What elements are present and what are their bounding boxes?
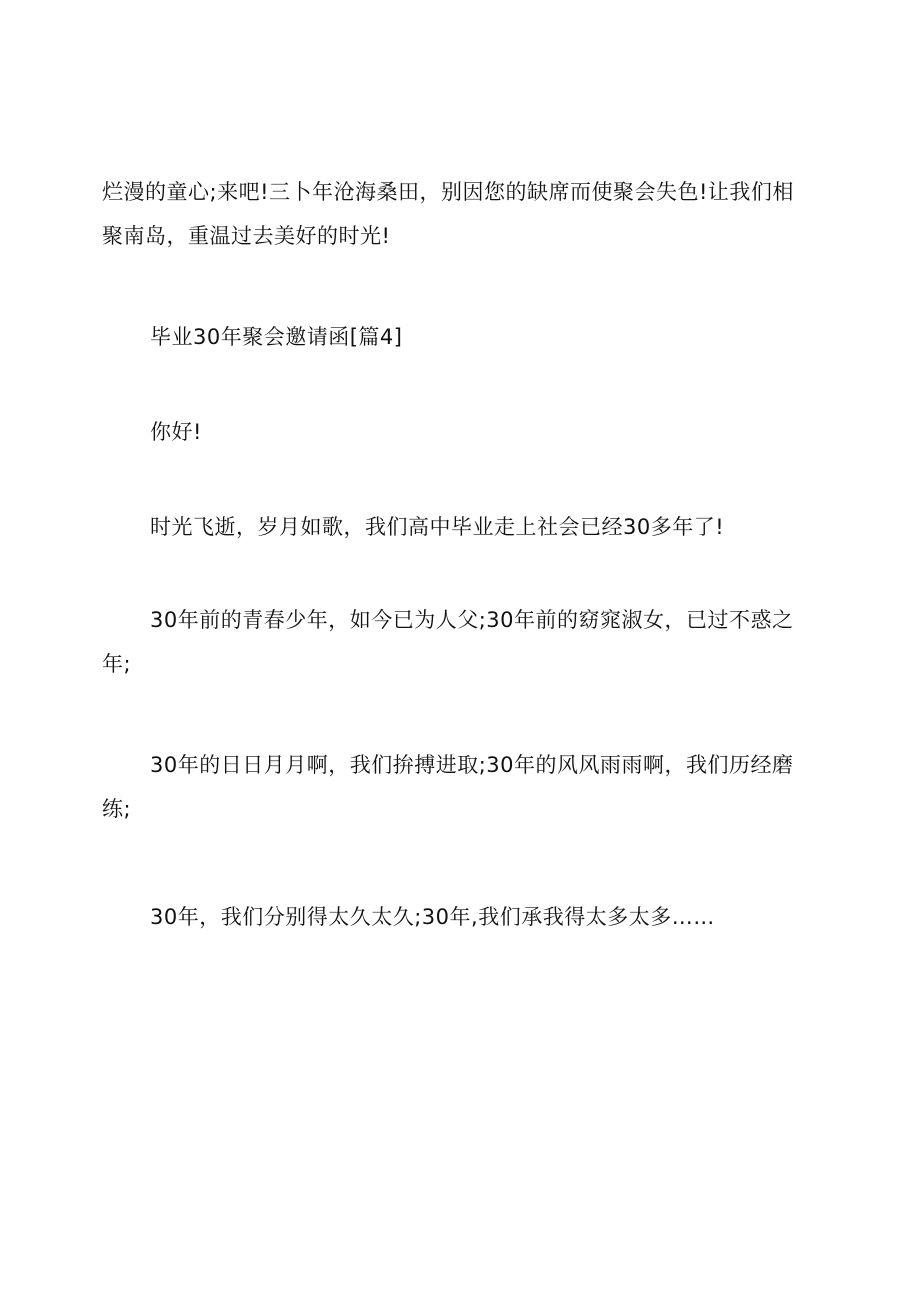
paragraph [102, 505, 814, 549]
paragraph [102, 743, 814, 831]
paragraph-text: 30年，我们分别得太久太久;30年,我们承我得太多太多…… [150, 905, 715, 929]
paragraph-continuation [102, 170, 814, 258]
paragraph [102, 895, 814, 939]
section-heading-text: 毕业30年聚会邀请函[篇4] [150, 325, 403, 349]
paragraph-text: 烂漫的童心;来吧!三卜年沧海桑田，别因您的缺席而使聚会失色!让我们相聚南岛，重温过去美好的时光! [102, 180, 794, 248]
paragraph [102, 598, 814, 686]
paragraph-text: 时光飞逝，岁月如歌，我们高中毕业走上社会已经30多年了! [150, 515, 725, 539]
paragraph-text: 30年的日日月月啊，我们拚搏进取;30年的风风雨雨啊，我们历经磨练; [102, 753, 794, 821]
greeting-text: 你好! [150, 420, 202, 444]
paragraph-text: 30年前的青春少年，如今已为人父;30年前的窈窕淑女，已过不惑之年; [102, 608, 794, 676]
section-heading [102, 315, 814, 359]
greeting [102, 410, 814, 454]
